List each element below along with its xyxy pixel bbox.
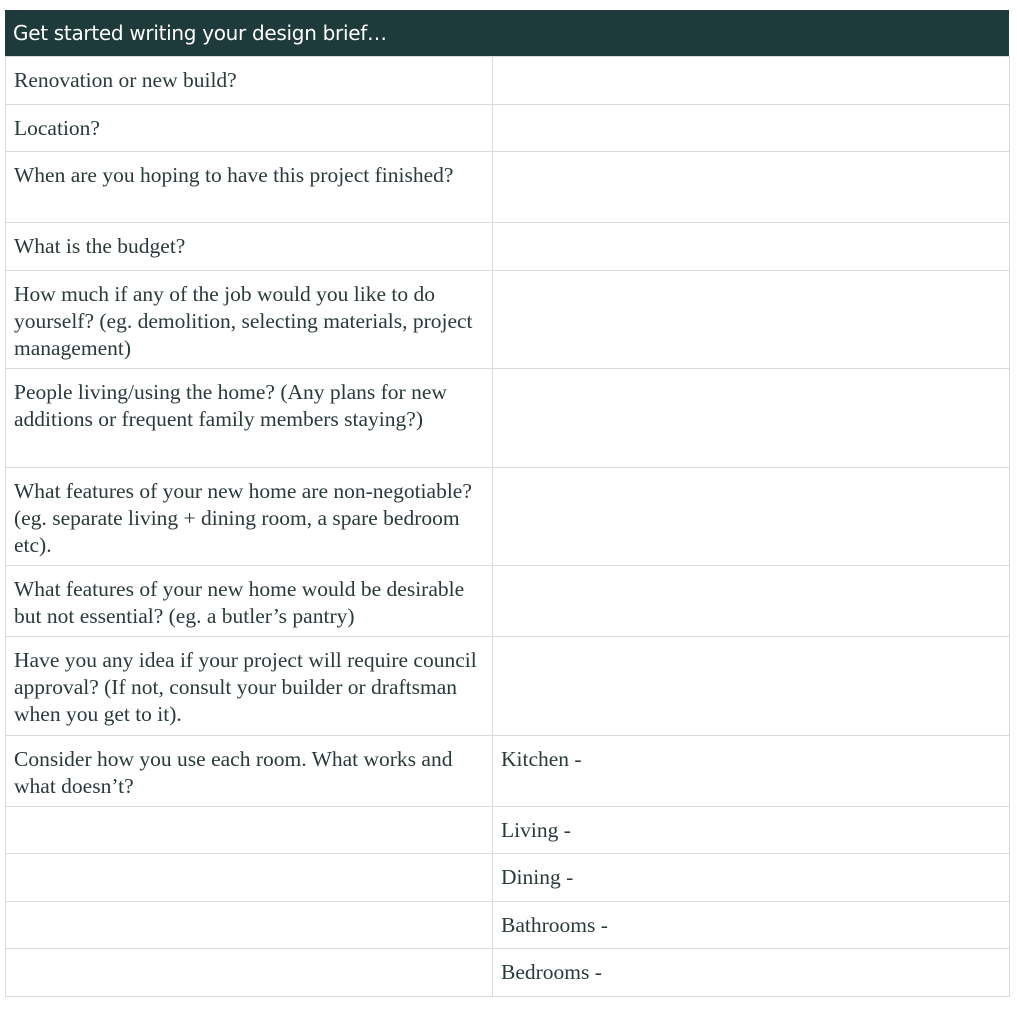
- answer-cell-dining[interactable]: Dining -: [493, 854, 1010, 902]
- question-cell: [6, 902, 493, 949]
- table-row: [6, 369, 1010, 468]
- question-cell: [6, 854, 493, 902]
- question-cell: When are you hoping to have this project finished?: [6, 152, 493, 223]
- table-row: [6, 271, 1010, 369]
- table-row: [6, 949, 1010, 997]
- form-title: Get started writing your design brief…: [13, 21, 387, 45]
- table-row: [6, 57, 1010, 105]
- table-row: [6, 807, 1010, 854]
- question-cell: How much if any of the job would you like to do yourself? (eg. demolition, selecting materials, project management): [6, 271, 493, 369]
- table-row: [6, 566, 1010, 637]
- brief-table: [5, 56, 1010, 997]
- answer-cell[interactable]: [493, 637, 1010, 736]
- table-row: [6, 637, 1010, 736]
- question-cell: Consider how you use each room. What works and what doesn’t?: [6, 736, 493, 807]
- answer-cell-bathrooms[interactable]: Bathrooms -: [493, 902, 1010, 949]
- question-cell: What features of your new home are non-negotiable? (eg. separate living + dining room, a spare bedroom etc).: [6, 468, 493, 566]
- answer-cell[interactable]: [493, 223, 1010, 271]
- answer-cell[interactable]: [493, 369, 1010, 468]
- question-cell: Have you any idea if your project will require council approval? (If not, consult your builder or draftsman when you get to it).: [6, 637, 493, 736]
- question-cell: Renovation or new build?: [6, 57, 493, 105]
- question-cell: [6, 949, 493, 997]
- table-row: [6, 223, 1010, 271]
- table-row: [6, 468, 1010, 566]
- design-brief-form: [5, 10, 1009, 997]
- answer-cell-living[interactable]: Living -: [493, 807, 1010, 854]
- question-cell: What is the budget?: [6, 223, 493, 271]
- answer-cell[interactable]: [493, 105, 1010, 152]
- question-cell: Location?: [6, 105, 493, 152]
- answer-cell[interactable]: [493, 57, 1010, 105]
- table-row: [6, 902, 1010, 949]
- answer-cell-bedrooms[interactable]: Bedrooms -: [493, 949, 1010, 997]
- table-row: [6, 854, 1010, 902]
- table-row: [6, 736, 1010, 807]
- question-cell: People living/using the home? (Any plans for new additions or frequent family members staying?): [6, 369, 493, 468]
- table-row: [6, 105, 1010, 152]
- answer-cell[interactable]: [493, 566, 1010, 637]
- question-cell: What features of your new home would be desirable but not essential? (eg. a butler’s pantry): [6, 566, 493, 637]
- answer-cell[interactable]: [493, 271, 1010, 369]
- answer-cell[interactable]: [493, 152, 1010, 223]
- answer-cell-kitchen[interactable]: Kitchen -: [493, 736, 1010, 807]
- table-row: [6, 152, 1010, 223]
- question-cell: [6, 807, 493, 854]
- answer-cell[interactable]: [493, 468, 1010, 566]
- form-header: [5, 10, 1009, 56]
